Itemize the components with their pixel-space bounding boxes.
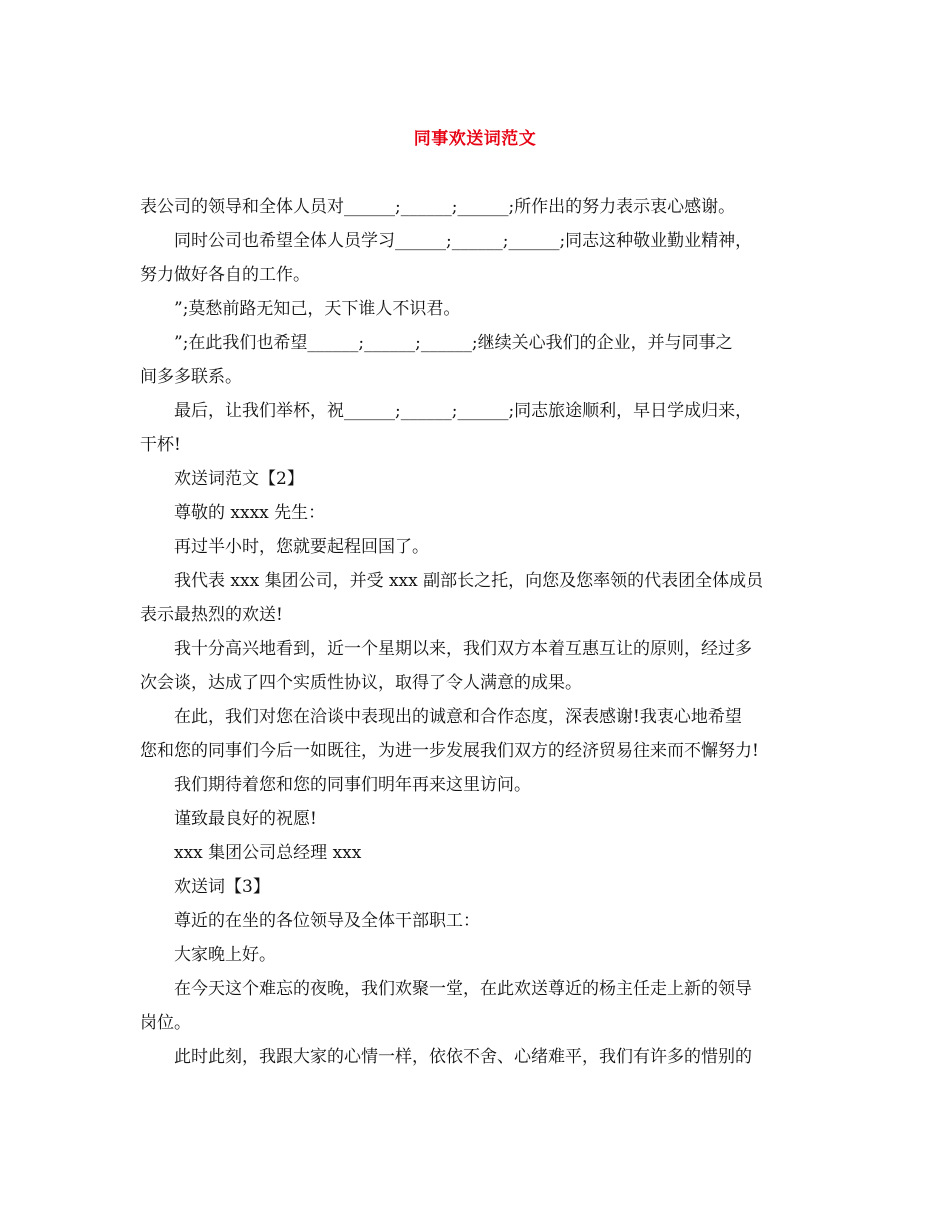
text-line: 再过半小时，您就要起程回国了。: [174, 537, 429, 557]
text-line: xxx 集团公司总经理 xxx: [174, 843, 362, 863]
text-line: 我们期待着您和您的同事们明年再来这里访问。: [174, 775, 531, 795]
text-line: 我代表 xxx 集团公司，并受 xxx 副部长之托，向您及您率领的代表团全体成员: [174, 571, 764, 591]
text-line: 此时此刻，我跟大家的心情一样，依依不舍、心绪难平，我们有许多的惜别的: [174, 1047, 752, 1067]
text-line: 表示最热烈的欢送!: [140, 605, 283, 625]
text-line: 同时公司也希望全体人员学习______;______;______;同志这种敬业勤业精神，: [174, 231, 753, 251]
text-line: 大家晚上好。: [174, 945, 276, 965]
text-line: 您和您的同事们今后一如既往，为进一步发展我们双方的经济贸易往来而不懈努力!: [140, 741, 759, 761]
text-line: 最后，让我们举杯，祝______;______;______;同志旅途顺利，早日学成归来，: [174, 401, 753, 421]
text-line: ”;在此我们也希望______;______;______;继续关心我们的企业，并与同事之: [174, 333, 733, 353]
text-line: 表公司的领导和全体人员对______;______;______;所作出的努力表示衷心感谢。: [140, 197, 736, 217]
text-line: 尊敬的 xxxx 先生：: [174, 503, 326, 523]
text-line: 干杯!: [140, 435, 181, 455]
text-line: 欢送词【3】: [174, 877, 270, 897]
text-line: 努力做好各自的工作。: [140, 265, 310, 285]
text-line: 岗位。: [140, 1013, 191, 1033]
text-line: 在今天这个难忘的夜晚，我们欢聚一堂，在此欢送尊近的杨主任走上新的领导: [174, 979, 752, 999]
text-line: 间多多联系。: [140, 367, 242, 387]
text-line: 在此，我们对您在洽谈中表现出的诚意和合作态度，深表感谢!我衷心地希望: [174, 707, 742, 727]
document-body: [140, 190, 820, 1074]
text-line: 次会谈，达成了四个实质性协议，取得了令人满意的成果。: [140, 673, 582, 693]
text-line: ”;莫愁前路无知己，天下谁人不识君。: [174, 299, 461, 319]
document-title: 同事欢送词范文: [413, 129, 537, 149]
text-line: 欢送词范文【2】: [174, 469, 304, 489]
text-line: 尊近的在坐的各位领导及全体干部职工：: [174, 911, 480, 931]
text-line: 我十分高兴地看到，近一个星期以来，我们双方本着互惠互让的原则，经过多: [174, 639, 752, 659]
text-line: 谨致最良好的祝愿!: [174, 809, 317, 829]
